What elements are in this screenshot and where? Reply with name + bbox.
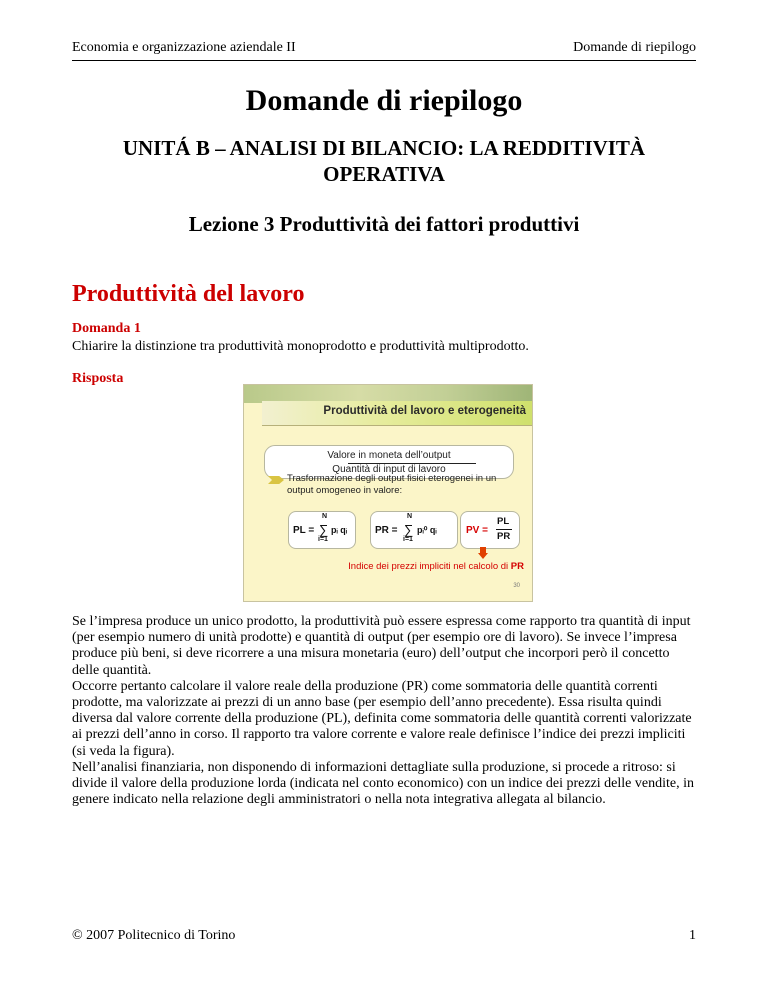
formula-pv (460, 511, 520, 549)
answer-body (72, 614, 700, 808)
formula-pl-upper: N (322, 513, 328, 520)
answer-paragraph: Nell’analisi finanziaria, non disponendo di informazioni dettagliate sulla produzione, si procede a ritroso: si divide il valore della produzione lorda (indicata nel conto economico) con un indice dei prezzi delle vendite, in genere indicato nella relazione degli amministratori o nella nota integrativa allegata al bilancio. (72, 759, 694, 808)
slide-title: Produttività del lavoro e eterogeneità (323, 405, 526, 417)
answer-label: Risposta (72, 371, 124, 386)
sigma-icon: ∑ (404, 522, 414, 537)
slide-number: 30 (513, 583, 520, 589)
sigma-icon: ∑ (319, 522, 329, 537)
slide-divider (262, 425, 532, 426)
formula-pv-denominator: PR (497, 531, 511, 542)
formula-pr-terms: pᵢ⁰ qᵢ (417, 525, 437, 535)
slide-bullet-text: Trasformazione degli output fisici eterogenei in un output omogeneo in valore: (287, 473, 497, 496)
formula-pv-lhs: PV = (466, 525, 488, 536)
answer-paragraph: Se l’impresa produce un unico prodotto, la produttività può essere espressa come rapporto tra quantità di input (per esempio numero di unità prodotte) e quantità di output (per esempio ore di lavoro). Se invece l’impresa produce più beni, si deve ricorrere a una misura monetaria (euro) dell’output che incorpori però il concetto delle quantità. (72, 614, 691, 678)
unit-title: UNITÁ B – ANALISI DI BILANCIO: LA REDDITIVITÀ OPERATIVA (122, 136, 646, 186)
fraction-denominator: Quantità di input di lavoro (332, 464, 446, 475)
page-number: 1 (689, 928, 696, 943)
document-title: Domande di riepilogo (245, 84, 523, 117)
formula-pr-lower: i=1 (403, 536, 413, 543)
question-label: Domanda 1 (72, 321, 141, 336)
fraction-numerator: Valore in moneta dell’output (327, 450, 451, 461)
formula-pv-line (496, 529, 512, 530)
answer-paragraph: Occorre pertanto calcolare il valore reale della produzione (PR) come sommatoria delle quantità correnti prodotte, ma valorizzate ai prezzi di un anno base (per esempio dell’anno precedente). Essa risulta quindi diversa dal valore corrente della produzione (PL), definita come sommatoria delle quantità correnti valorizzate ai prezzi dell’anno in corso. Il rapporto tra valore corrente e valore reale definisce l’indice dei prezzi impliciti (si veda la figura). (72, 678, 692, 759)
formula-pl-terms: pᵢ qᵢ (331, 525, 348, 535)
formula-pv-numerator: PL (497, 516, 510, 527)
formula-pr-upper: N (407, 513, 413, 520)
formula-pl (288, 511, 356, 549)
footer-copyright: © 2007 Politecnico di Torino (72, 928, 236, 943)
section-title: Produttività del lavoro (72, 281, 305, 307)
caption-bold: PR (510, 561, 524, 572)
formula-pl-lhs: PL = (293, 525, 315, 536)
question-text: Chiarire la distinzione tra produttività monoprodotto e produttività multiprodotto. (72, 339, 529, 354)
caption-text: Indice dei prezzi impliciti nel calcolo di (348, 561, 509, 572)
header-course-title: Economia e organizzazione aziendale II (72, 40, 296, 55)
formula-pl-lower: i=1 (318, 536, 328, 543)
lesson-title: Lezione 3 Produttività dei fattori produttivi (188, 212, 580, 236)
header-section-title: Domande di riepilogo (573, 40, 696, 55)
formula-pr (370, 511, 458, 549)
slide-figure (243, 384, 533, 602)
header-rule (72, 60, 696, 61)
formula-pr-lhs: PR = (375, 525, 398, 536)
slide-caption (244, 561, 524, 572)
